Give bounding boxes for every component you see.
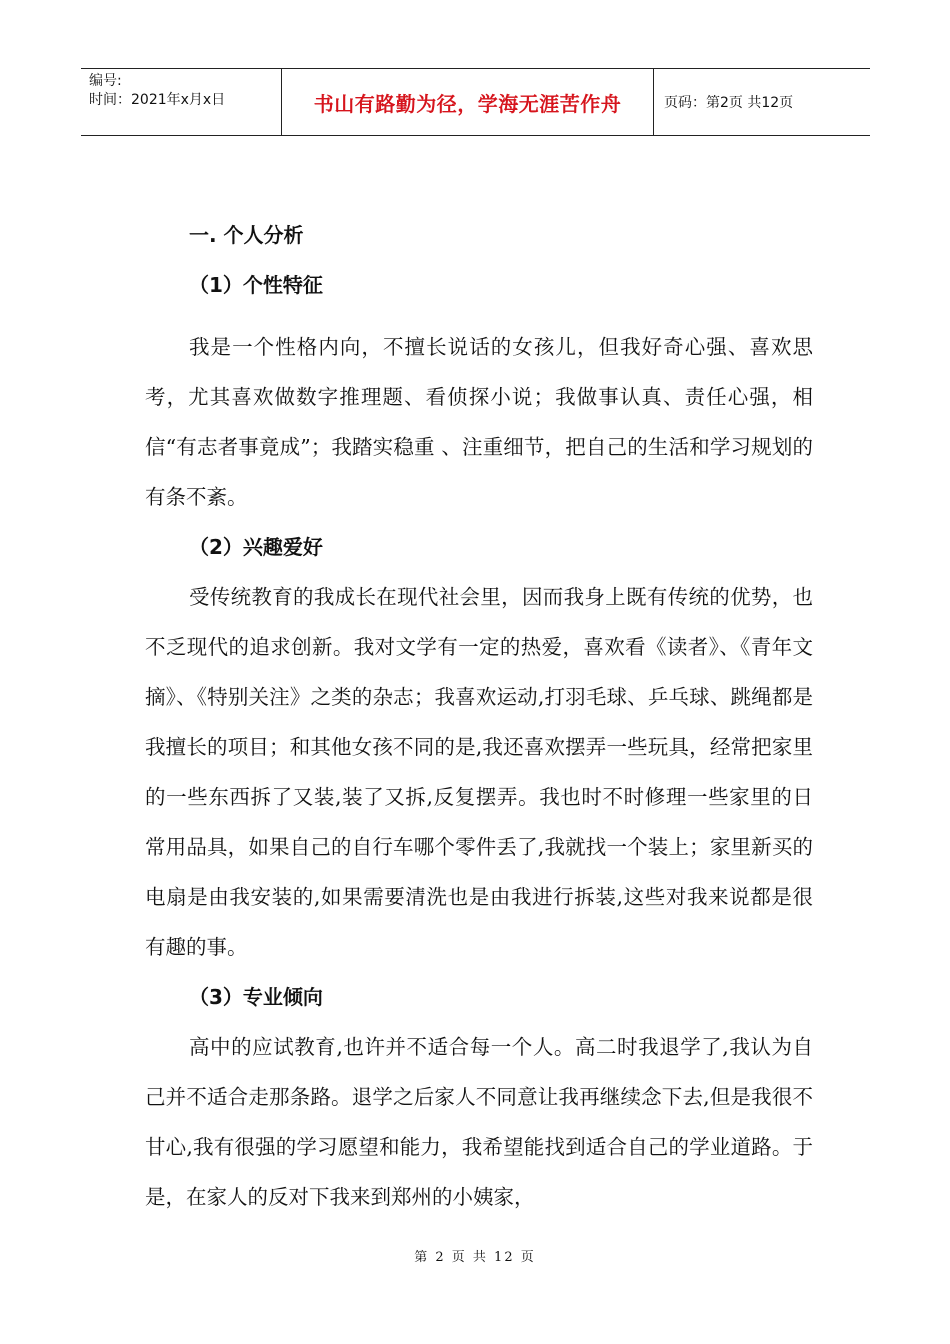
paragraph-major-tendency: 高中的应试教育,也许并不适合每一个人。高二时我退学了,我认为自己并不适合走那条路。退学之后家人不同意让我再继续念下去,但是我很不甘心,我有很强的学习愿望和能力，我希望能找到适合自己的学业道路。于是，在家人的反对下我来到郑州的小姨家， [145,1035,813,1209]
header-meta-cell [81,69,282,135]
subheading-interests: （2）兴趣爱好 [189,535,323,559]
page-footer: 第 2 页 共 12 页 [414,1250,536,1265]
paragraph-personality: 我是一个性格内向，不擅长说话的女孩儿，但我好奇心强、喜欢思考，尤其喜欢做数字推理题、看侦探小说；我做事认真、责任心强，相信“有志者事竟成”；我踏实稳重 、注重细节，把自己的生活和学习规划的有条不紊。 [145,335,813,509]
subheading-major-tendency: （3）专业倾向 [189,985,323,1009]
header-table [81,68,870,136]
motto-text: 书山有路勤为径，学海无涯苦作舟 [313,91,622,116]
page-info: 页码：第2页 共12页 [664,95,794,111]
document-body [145,210,813,1222]
section-heading-personal-analysis: 一. 个人分析 [189,223,304,247]
subheading-personality: （1）个性特征 [189,273,323,297]
header-motto-cell [282,69,654,135]
date-line: 时间：2021年x月x日 [89,92,226,108]
code-label: 编号: [89,73,122,89]
paragraph-interests: 受传统教育的我成长在现代社会里，因而我身上既有传统的优势，也不乏现代的追求创新。我对文学有一定的热爱，喜欢看《读者》、《青年文摘》、《特别关注》之类的杂志；我喜欢运动,打羽毛球、乒乓球、跳绳都是我擅长的项目；和其他女孩不同的是,我还喜欢摆弄一些玩具，经常把家里的一些东西拆了又装,装了又拆,反复摆弄。我也时不时修理一些家里的日常用品具，如果自己的自行车哪个零件丢了,我就找一个装上；家里新买的电扇是由我安装的,如果需要清洗也是由我进行拆装,这些对我来说都是很有趣的事。 [145,585,813,959]
header-page-cell [654,69,870,135]
